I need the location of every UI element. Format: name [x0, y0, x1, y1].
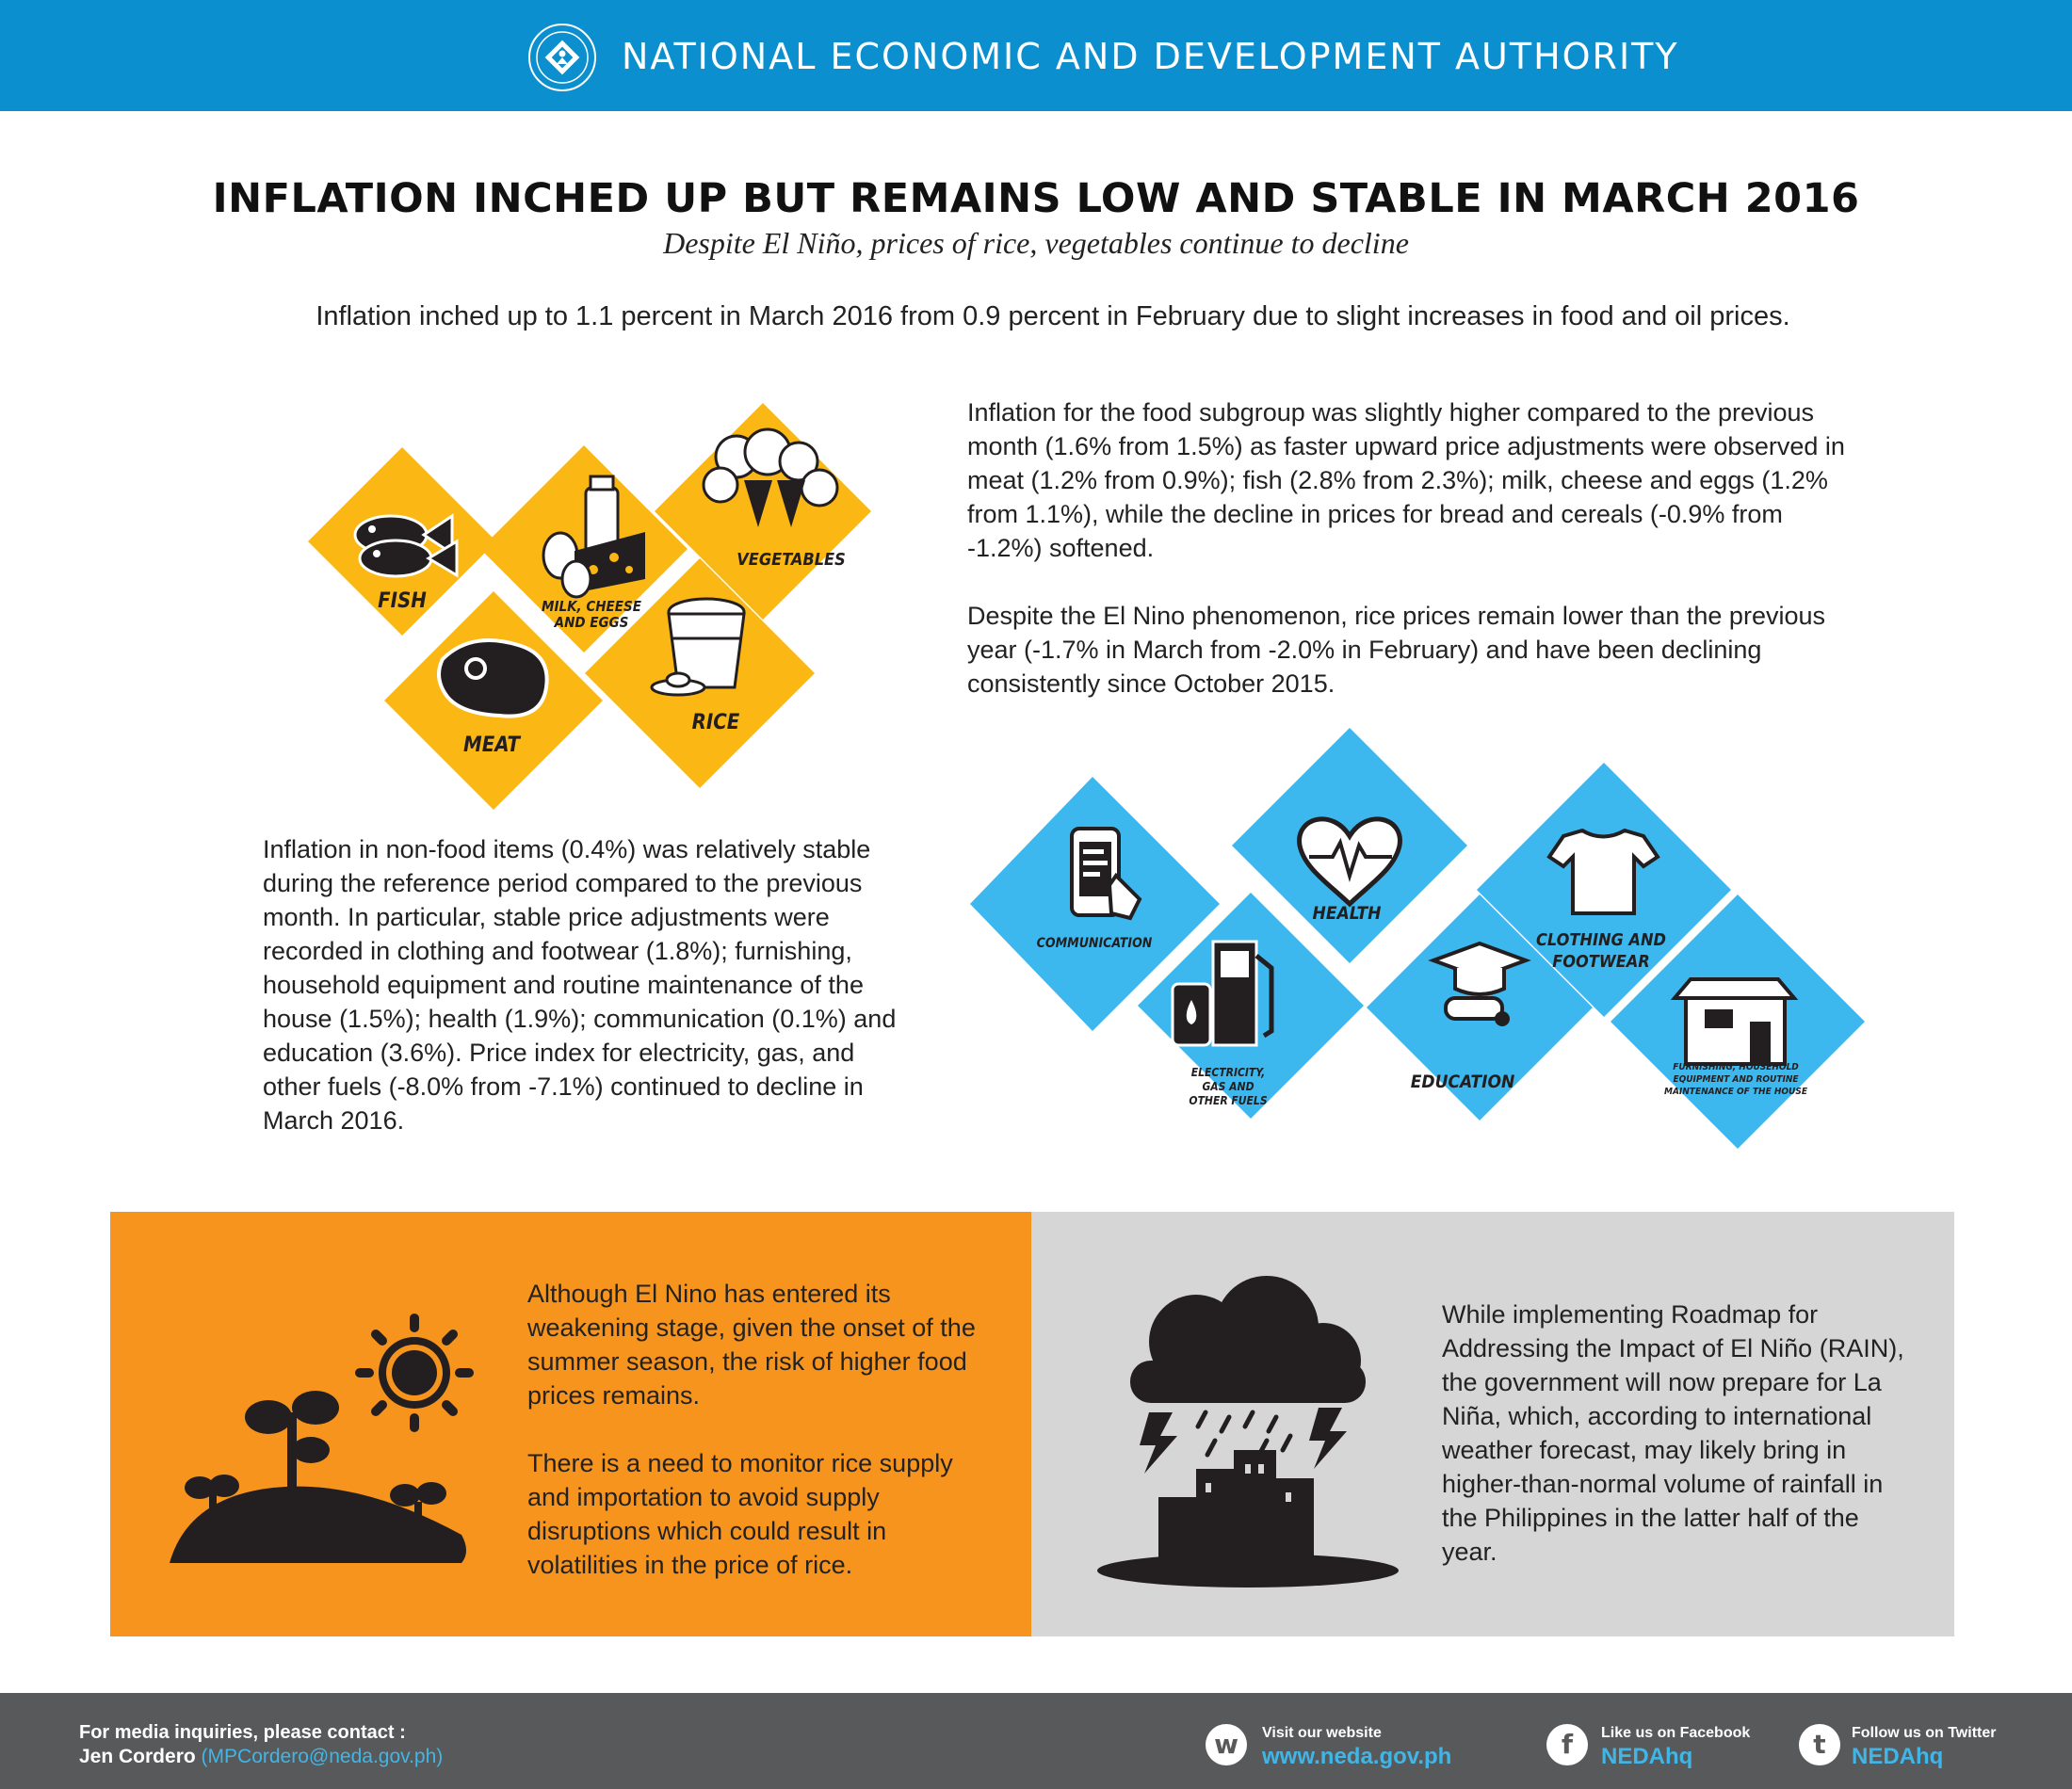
education-label: EDUCATION [1410, 1072, 1515, 1092]
food-items-graphic [283, 386, 923, 819]
meat-label: MEAT [463, 733, 520, 757]
twitter-icon[interactable]: t [1799, 1724, 1840, 1765]
nonfood-paragraph: Inflation in non-food items (0.4%) was relatively stable during the reference period compared to the previous month. In particular, stable price adjustments were recorded in clothing and footwear (1.8%); furnishing, household equipment and routine maintenance of the house (1.5%); health (1.9%); communication (0.1%) and education (3.6%). Price index for electricity, gas, and other fuels (-8.0% from -7.1%) continued to decline in March 2016. [263, 835, 897, 1135]
rice-label: RICE [691, 711, 740, 734]
media-label: For media inquiries, please contact : [79, 1722, 406, 1743]
facebook-icon[interactable]: f [1546, 1724, 1588, 1765]
la-nina-paragraph: While implementing Roadmap for Addressing the Impact of El Niño (RAIN), the government will now prepare for La Niña, which, according to international weather forecast, may likely bring in higher-than-normal volume of rainfall in the Philippines in the latter half of the year. [1442, 1300, 1904, 1566]
media-email-link[interactable]: (MPCordero@neda.gov.ph) [201, 1746, 444, 1767]
website-icon[interactable]: w [1206, 1724, 1247, 1765]
furnishing-label-line3: MAINTENANCE OF THE HOUSE [1664, 1087, 1807, 1097]
fish-icon [355, 516, 457, 576]
el-nino-paragraph-1: Although El Nino has entered its weakening stage, given the onset of the summer season, the risk of higher food prices remains. [527, 1280, 976, 1410]
communication-label: COMMUNICATION [1036, 936, 1153, 951]
storm-city-icon [1093, 1271, 1403, 1591]
website-link[interactable]: www.neda.gov.ph [1262, 1744, 1452, 1769]
meat-icon [439, 640, 547, 717]
media-name: Jen Cordero [79, 1746, 196, 1767]
vegetables-label: VEGETABLES [737, 550, 846, 570]
neda-seal-icon [527, 23, 597, 92]
sun-sprouts-icon [160, 1299, 480, 1572]
facebook-link[interactable]: NEDAhq [1601, 1744, 1693, 1769]
furnishing-label-line1: FURNISHING, HOUSEHOLD [1673, 1062, 1799, 1072]
media-contact [79, 1746, 443, 1768]
electricity-label-line2: GAS AND [1202, 1080, 1255, 1093]
page-title: INFLATION INCHED UP BUT REMAINS LOW AND STABLE IN MARCH 2016 [212, 175, 1860, 222]
rice-paragraph: Despite the El Nino phenomenon, rice prices remain lower than the previous year (-1.7% in March from -2.0% in February) and have been declining consistently since October 2015. [967, 602, 1825, 698]
twitter-link[interactable]: NEDAhq [1852, 1744, 1944, 1769]
electricity-label-line1: ELECTRICITY, [1190, 1066, 1266, 1079]
facebook-label: Like us on Facebook [1601, 1725, 1751, 1741]
lead-paragraph: Inflation inched up to 1.1 percent in March 2016 from 0.9 percent in February due to slight increases in food and oil prices. [316, 301, 1790, 331]
electricity-label-line3: OTHER FUELS [1189, 1094, 1268, 1107]
website-label: Visit our website [1262, 1725, 1382, 1741]
fish-label: FISH [378, 589, 427, 613]
el-nino-paragraph-2: There is a need to monitor rice supply and importation to avoid supply disruptions which could result in volatilities in the price of rice. [527, 1449, 953, 1579]
milk-label-line1: MILK, CHEESE [542, 598, 641, 615]
house-icon [1675, 979, 1794, 1064]
health-label: HEALTH [1312, 903, 1382, 924]
org-name: NATIONAL ECONOMIC AND DEVELOPMENT AUTHORITY [622, 36, 1679, 77]
clothing-label-line1: CLOTHING AND [1536, 930, 1666, 950]
milk-label-line2: AND EGGS [554, 614, 629, 631]
clothing-label-line2: FOOTWEAR [1552, 952, 1650, 972]
food-paragraph: Inflation for the food subgroup was slightly higher compared to the previous month (1.6% from 1.5%) as faster upward price adjustments were observed in meat (1.2% from 0.9%); fish (2.8% from 2.3%); milk, cheese and eggs (1.2% from 1.1%), while the decline in prices for bread and cereals (-0.9% from -1.2%) softened. [967, 398, 1845, 562]
nonfood-items-graphic [961, 725, 1874, 1158]
furnishing-label-line2: EQUIPMENT AND ROUTINE [1673, 1074, 1799, 1085]
twitter-label: Follow us on Twitter [1852, 1725, 1997, 1741]
page-subtitle: Despite El Niño, prices of rice, vegetables continue to decline [663, 226, 1409, 260]
